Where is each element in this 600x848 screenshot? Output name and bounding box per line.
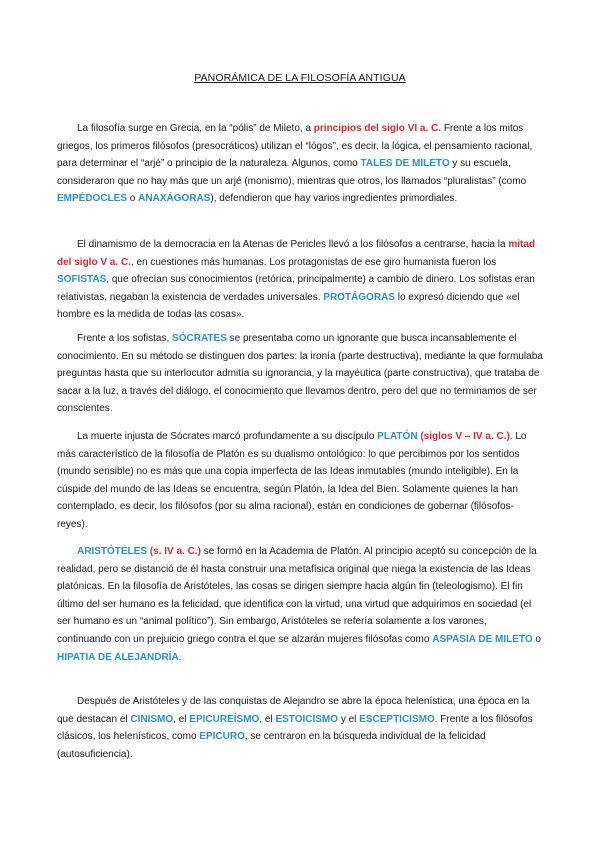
highlight-name: EMPÉDOCLES [57,193,128,205]
bold-term: felicidad [182,598,219,610]
text-run: ). [126,748,133,760]
highlight-name: PLATÓN [377,431,418,442]
highlight-name: PROTÁGORAS [323,291,395,303]
highlight-name: SOFISTAS [57,274,107,286]
highlight-date: (s. IV a. C.) [149,546,201,557]
text-run: y su escuela, consideraron que no hay más que un arjé (monismo), mientras que otros, los llamados [57,158,511,187]
bold-term: Idea del Bien [338,483,397,495]
text-run: . En la filosofía de Aristóteles, las cosas se dirigen siempre hacia algún fin ( [102,581,436,593]
text-run: . [178,651,182,663]
bold-term: mayéutica [335,368,382,380]
text-run: : lo que percibimos por los sentidos (mundo sensible) no es más que una copia imperfecta de las Ideas inmutables (mundo inteligible). En la cúspide del mundo de las Ideas se encuentra, según Platón, la [57,448,520,495]
text-run: , que identifica con la virtud, una virtud que adquirimos en sociedad (el ser humano es un [57,598,532,628]
highlight-name: HIPATIA DE ALEJANDRÍA [57,651,179,663]
text-run: Frente a los sofistas, [77,333,173,344]
highlight-name: ASPASIA DE MILETO [432,633,533,645]
highlight-name: ARISTÓTELES [77,546,148,557]
paragraph-origins [57,120,543,208]
text-run: , el [173,713,190,725]
bold-term: diálogo [175,385,209,397]
text-run: fueron los [449,256,497,268]
highlight-name: CINISMO [130,713,174,725]
bold-term: niega la existencia de las Ideas platónicas [57,563,531,593]
text-run: , es decir, la lógica, el [336,140,435,152]
text-run: , en cuestiones más humanas. Los protagonistas de ese [130,256,384,268]
bold-term: “arjé” [140,158,165,170]
highlight-name: SÓCRATES [172,333,227,344]
bold-term: ironía [310,350,336,362]
bold-term: «el hombre es la medida de todas las cosas» [57,291,520,321]
text-run: , se centraron en la búsqueda individual de la felicidad ( [57,731,486,760]
bold-term: relativistas [57,291,105,303]
text-run: . Solamente quienes la han contemplado, es decir, los filósofos (por su alma racional), están en condiciones de gobernar ( [57,483,518,513]
page-title: PANORÁMICA DE LA FILOSOFÍA ANTIGUA [194,72,406,84]
text-run: lo expresó diciendo que [394,291,507,303]
text-run: La filosofía surge en Grecia, en la “pólis” de Mileto, a [77,123,314,134]
text-run: ). [81,518,88,530]
text-run: , que ofrecían sus conocimientos (retórica, principalmente) a cambio de dinero. Los sofistas eran [106,274,535,286]
highlight-name: ANAXÁGORAS [138,193,211,205]
highlight-date: principios del siglo VI a. C [313,123,439,134]
paragraph-socrates [57,330,543,418]
bold-term: “lógos” [305,140,337,152]
text-run: Después de Aristóteles y de las conquistas de Alejandro se abre la [77,696,375,707]
text-run: (parte destructiva), mediante la que formulaba preguntas hasta que su interlocutor admitía su ignorancia, y la [57,350,543,380]
paragraph-plato [57,428,543,534]
text-run: (como [495,175,527,187]
text-run: ), defendieron que hay varios ingredientes primordiales. [210,193,458,205]
paragraph-hellenistic [57,693,543,763]
bold-term: giro humanista [383,256,450,268]
highlight-name: EPICUREÍSMO [189,713,260,725]
text-run: El dinamismo de la democracia en la Atenas de Pericles llevó a los filósofos a centrarse, hacia la [77,239,509,250]
text-run: o principio de la naturaleza. Algunos, como [164,158,361,170]
text-run: . Frente a los filósofos clásicos, los helenísticos, como [57,713,533,743]
text-run: se presentaba como un ignorante que busca incansablemente el conocimiento. En su método se distinguen dos partes: la [57,333,517,362]
text-run: , negaban la existencia de verdades universales. [104,291,324,303]
paragraph-aristotle [57,543,543,666]
text-run: La muerte injusta de Sócrates marcó profundamente a su discípulo [77,431,378,442]
highlight-name: EPICURO [199,731,245,743]
bold-term: “pluralistas” [443,175,496,187]
bold-term: “animal político” [139,616,211,628]
text-run: . [241,309,245,321]
paragraph-sophists [57,236,543,324]
bold-term: autosuficiencia [60,748,127,760]
bold-term: época helenística [374,696,453,707]
bold-term: dualismo ontológico [274,448,363,460]
text-run: (parte constructiva), que trataba de sacar a la luz, a través del [57,368,540,397]
bold-term: mujeres filósofas [327,633,403,645]
text-run: ). El fin último del ser humano es la [57,581,523,610]
bold-term: pensamiento racional [434,140,530,152]
highlight-name: ESTOICISMO [275,713,339,725]
bold-term: teleologismo [435,581,492,593]
text-run: , para determinar el [57,140,533,170]
highlight-name: ESCEPTICISMO [359,713,435,725]
text-run: ). Sin embargo, Aristóteles se refería solamente a los varones, continuando con un prejuicio griego contra el que se alzarán [57,616,487,645]
text-run: como [402,633,433,645]
bold-term: filósofos-reyes [57,501,514,530]
text-run: o [127,193,139,205]
text-run: , el conocimiento que llevamos dentro, pero del que no terminamos de ser conscientes. [57,385,537,415]
highlight-name: TALES DE MILETO [360,158,450,170]
text-run: y el [338,713,360,725]
highlight-date: mitad del siglo V a. C. [57,239,536,268]
text-run: se formó en la Academia de Platón. Al principio aceptó su concepción de la realidad, pero se distanció de él hasta construir una metafísica original que [57,546,537,575]
text-run: , una época en la que destacan el [57,696,530,725]
text-run: . Frente a los mitos griegos, los primeros filósofos (presocráticos) utilizan el [57,123,524,152]
text-run: . Lo más característico de la filosofía de Platón es su [57,431,527,460]
highlight-date: (siglos V – IV a. C.) [420,431,510,442]
text-run: o [532,633,541,645]
text-run: , el [259,713,276,725]
